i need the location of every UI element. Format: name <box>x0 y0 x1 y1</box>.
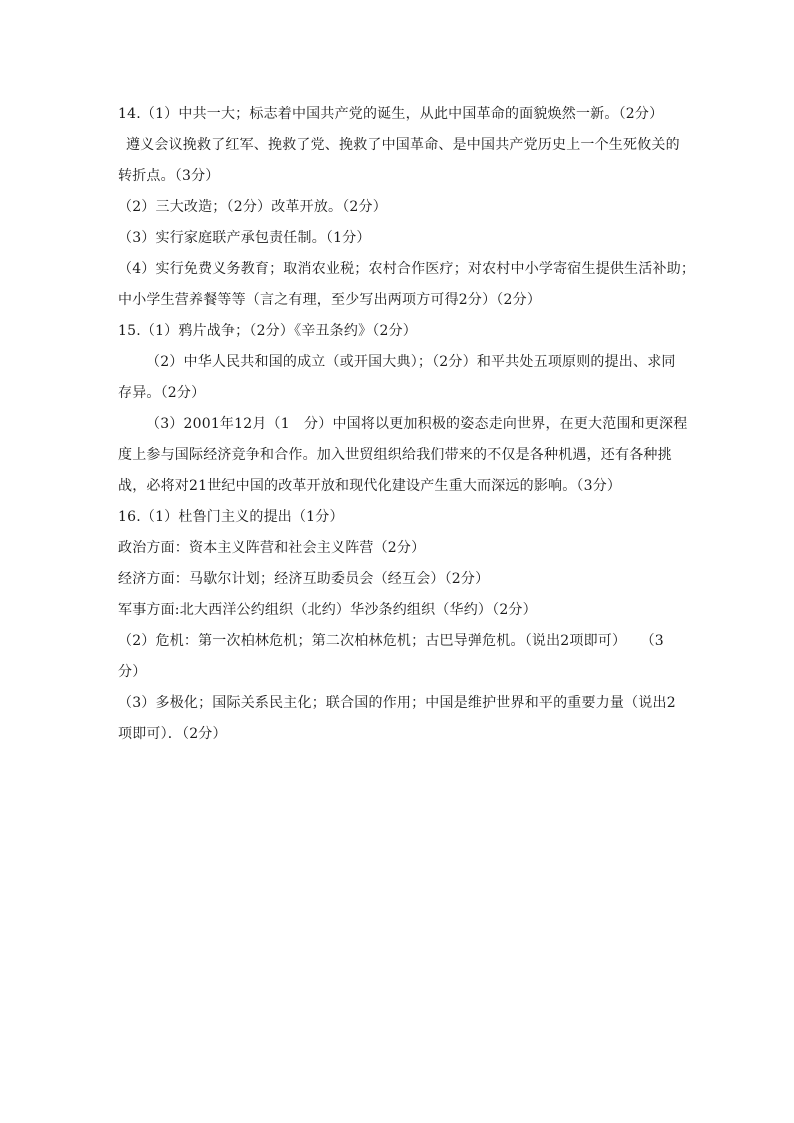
q16-political: 政治方面：资本主义阵营和社会主义阵营（2分） <box>118 540 426 556</box>
q15-part3: （3）2001年12月（1 分）中国将以更加积极的姿态走向世界，在更大范围和更深程 <box>146 416 688 432</box>
q14-part1-zunyi-cont: 转折点。（3分） <box>118 168 220 184</box>
q14-part3: （3）实行家庭联产承包责任制。（1分） <box>118 230 371 246</box>
q14-part4-cont: 中小学生营养餐等等（言之有理，至少写出两项方可得2分）（2分） <box>118 292 542 308</box>
q15-part1: 15.（1）鸦片战争；（2分）《辛丑条约》（2分） <box>118 323 417 339</box>
q14-part1: 14.（1）中共一大；标志着中国共产党的诞生，从此中国革命的面貌焕然一新。（2分） <box>118 106 664 122</box>
q16-military: 军事方面:北大西洋公约组织（北约）华沙条约组织（华约）（2分） <box>118 602 537 618</box>
q16-part2-cont: 分） <box>118 664 147 680</box>
q16-part3-cont: 项即可）．（2分） <box>118 726 227 742</box>
q16-part1: 16.（1）杜鲁门主义的提出（1分） <box>118 509 344 525</box>
q14-part4: （4）实行免费义务教育；取消农业税；农村合作医疗；对农村中小学寄宿生提供生活补助； <box>118 261 696 277</box>
q14-part2: （2）三大改造；（2分）改革开放。（2分） <box>118 199 387 215</box>
q16-economic: 经济方面：马歇尔计划；经济互助委员会（经互会）（2分） <box>118 571 490 587</box>
q15-part3-cont1: 度上参与国际经济竞争和合作。加入世贸组织给我们带来的不仅是各种机遇，还有各种挑 <box>118 447 672 463</box>
q15-part3-cont2: 战，必将对21世纪中国的改革开放和现代化建设产生重大而深远的影响。（3分） <box>118 478 622 494</box>
q15-part2: （2）中华人民共和国的成立（或开国大典）；（2分）和平共处五项原则的提出、求同 <box>146 354 676 370</box>
q16-part3: （3）多极化；国际关系民主化；联合国的作用；中国是维护世界和平的重要力量（说出2 <box>118 695 676 711</box>
q15-part2-cont: 存异。（2分） <box>118 385 206 401</box>
q14-part1-zunyi: 遵义会议挽救了红军、挽救了党、挽救了中国革命、是中国共产党历史上一个生死攸关的 <box>126 137 680 153</box>
q16-part2: （2）危机：第一次柏林危机；第二次柏林危机；古巴导弹危机。（说出2项即可） （3 <box>118 633 664 649</box>
